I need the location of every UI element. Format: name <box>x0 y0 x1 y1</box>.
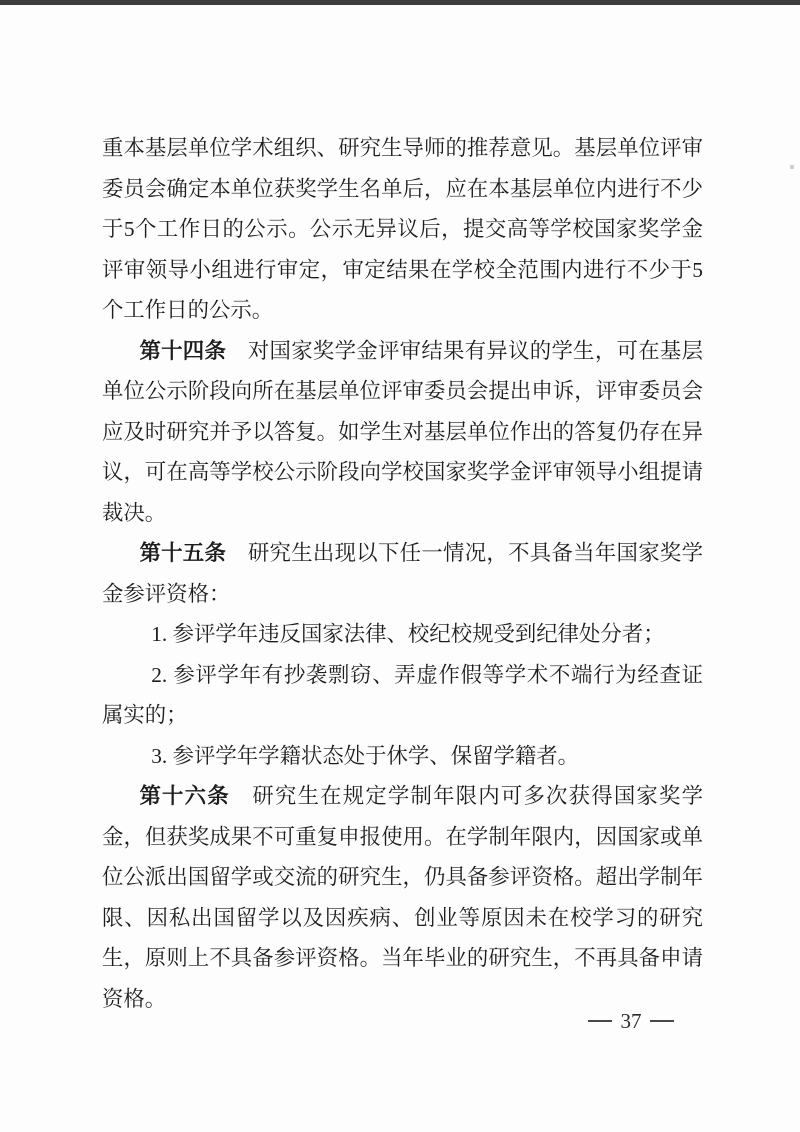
article-heading: 第十六条 <box>139 784 230 808</box>
text-line: 生，原则上不具备参评资格。当年毕业的研究生，不再具备申请 <box>102 946 703 970</box>
page-number: 37 <box>620 1008 642 1033</box>
text-line: 2. 参评学年有抄袭剽窃、弄虚作假等学术不端行为经查证 <box>151 662 703 687</box>
text-line: 重本基层单位学术组织、研究生导师的推荐意见。基层单位评审 <box>102 136 703 160</box>
text-line: 评审领导小组进行审定，审定结果在学校全范围内进行不少于5 <box>102 257 703 282</box>
text-line: 限、因私出国留学以及因疾病、创业等原因未在校学习的研究 <box>102 905 703 930</box>
text-line: 金，但获奖成果不可重复申报使用。在学制年限内，因国家或单 <box>102 824 703 849</box>
text-line: 第十六条 研究生在规定学制年限内可多次获得国家奖学 <box>139 784 703 808</box>
text-line: 单位公示阶段向所在基层单位评审委员会提出申诉，评审委员会 <box>102 379 703 403</box>
text-line: 金参评资格： <box>102 581 231 606</box>
scan-speck-artifact <box>790 165 794 169</box>
document-body <box>102 128 703 1019</box>
text-line: 裁决。 <box>102 500 167 525</box>
text-line: 属实的； <box>102 703 188 727</box>
article-heading: 第十五条 <box>139 541 227 565</box>
text-line: 1. 参评学年违反国家法律、校纪校规受到纪律处分者； <box>151 622 665 646</box>
text-line: 委员会确定本单位获奖学生名单后，应在本基层单位内进行不少 <box>102 176 703 201</box>
text-line: 于5个工作日的公示。公示无异议后，提交高等学校国家奖学金 <box>102 217 703 241</box>
text-line: 应及时研究并予以答复。如学生对基层单位作出的答复仍存在异 <box>102 419 703 444</box>
page-footer <box>588 1008 674 1034</box>
text-line: 第十四条 对国家奖学金评审结果有异议的学生，可在基层 <box>139 338 703 363</box>
text-line: 3. 参评学年学籍状态处于休学、保留学籍者。 <box>151 743 580 768</box>
text-line: 议，可在高等学校公示阶段向学校国家奖学金评审领导小组提请 <box>102 460 703 484</box>
text-line: 第十五条 研究生出现以下任一情况，不具备当年国家奖学 <box>139 541 703 565</box>
scan-top-edge-artifact <box>0 0 800 5</box>
text-line: 资格。 <box>102 986 167 1011</box>
article-heading: 第十四条 <box>139 338 227 363</box>
text-line: 个工作日的公示。 <box>102 298 274 322</box>
text-line: 位公派出国留学或交流的研究生，仍具备参评资格。超出学制年 <box>102 865 703 889</box>
footer-dash-right-icon <box>650 1020 674 1022</box>
footer-dash-left-icon <box>588 1020 612 1022</box>
